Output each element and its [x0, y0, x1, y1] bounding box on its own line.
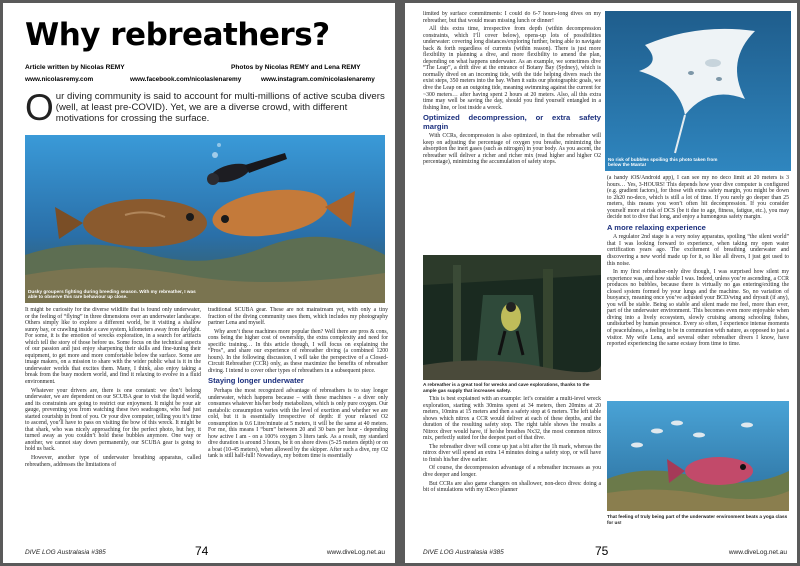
wreck-photo-caption: A rebreather is a great tool for wrecks and cave explorations, thanks to the ample gas supply that increases safety.: [423, 382, 590, 393]
body-paragraph: But CCRs are also game changers on shallower, non-deco dives: doing a bit of simulations with my iDeco planner: [423, 480, 601, 494]
body-paragraph: All this extra time, irrespective from depth (within decompression constraints, which I’ll cover below), opens-up lots of possibilities underwater: covering long distances/exploring further, being able to navigate back & forth regardless of currents (within reason). There is just more flexibility in planning a dive, and more flexibility to amend the plan, depending on what happens underwater. As an example, we sometimes dive “The Leap”, a drift dive at the entrance of Botany Bay (Sydney), which is normally dived on an incoming tide, with the tide helping divers reach the exist steps, 350 meters into the bay. When it suits our photographic goals, we dive the Leap on an outgoing tide, meaning swimming against the current for ~300 meters… after having spent 2 hours at 20 meters. Also, all this extra time may well be saving the day, should you find yourself entangled in a fishing line, or lost inside a wreck.: [423, 26, 601, 111]
page-number: 75: [595, 544, 609, 558]
body-paragraph: A regulator 2nd stage is a very noisy apparatus, spoiling “the silent world” that I was looking forward to experience, when taking my open water certification years ago. The excitement of breathing underwater and discovering a new world made up for it, so like all divers, I just got used to this noise.: [607, 234, 789, 267]
footer-magazine: DIVE LOG Australasia #385: [423, 549, 504, 556]
reef-fish-image: [607, 401, 789, 511]
section-heading: Staying longer underwater: [208, 376, 304, 386]
website-link[interactable]: www.nicolasremy.com: [25, 76, 94, 83]
manta-photo: [605, 11, 791, 171]
footer-magazine: DIVE LOG Australasia #385: [25, 549, 106, 556]
wreck-interior-image: [423, 255, 601, 380]
grouper-diver-image: [25, 135, 385, 303]
body-paragraph: limited by surface commitments: I could do 6-7 hours-long dives on my rebreather, but that would mean missing lunch or dinner!: [423, 11, 601, 24]
right-column-1-top: [423, 11, 601, 251]
right-page: [405, 3, 797, 563]
left-page: [3, 3, 395, 563]
manta-photo-caption: No risk of bubbles spoiling this photo taken from below the Manta!: [608, 156, 718, 168]
wreck-photo: [423, 255, 601, 380]
left-column-1: [25, 307, 201, 533]
footer-website[interactable]: www.diveLog.net.au: [728, 549, 787, 556]
body-paragraph: Whatever your drivers are, there is one constant: we don’t belong underwater, we are dependent on our SCUBA gear to visit the liquid world, and its constraints are going to restrict our enjoyment. It might be your air gauge, preventing you from watching these two seadragons, who had just started courtship in front of you. Or your dive computer, telling you it’s time to ascend, you’ll have to pass on visiting the bow of this wreck. It might be that shark, who was nicely approaching for the perfect photo, but hey, it turned away as you couldn’t hold these bubbles anymore. One way or another, we cannot stay down permanently, our SCUBA gear is going to hold us back.: [25, 387, 201, 453]
photo-credit: Photos by Nicolas REMY and Lena REMY: [231, 64, 361, 71]
author-credit: Article written by Nicolas REMY: [25, 64, 125, 71]
body-paragraph: (a handy iOS/Android app), I can see my no deco limit at 20 meters is 3 hours… Yes, 3-HOURS! This depends how your dive computer is configured (e.g. gradient factors), for those with extra safety margin, you might be down to 2h20 no-deco, which is still a lot of time. If you rarely go deeper than 25 meters, this means you won’t often hit decompression. If you consider yourself more at risk of DCS (be it due to age, fitness, fatigue, etc.), you may decide not to dive that long, and enjoy a humongous safety margin.: [607, 175, 789, 221]
grouper-photo: [25, 135, 385, 303]
body-paragraph: This is best explained with an example: let’s consider a multi-level wreck exploration, starting with 30mins spent at 34 meters, then 20mins at 20 meters, 10mins at 15 meters and then a safety stop at 6 meters. The left table shows which nitrox a CCR would deliver at each of these depths, and the duration of the resulting safety stop. The right table shows the results a Nitrox diver would have, if he/she breathes Nx32, the most common nitrox mix, perfectly suited for the deepest part of that dive.: [423, 396, 601, 442]
right-column-2: [607, 175, 789, 397]
body-paragraph: The rebreather diver will come up just a bit after the 1h mark, whereas the nitrox diver will spend an extra 14 minutes doing a safety stop, or will have to finish his/her dive earlier.: [423, 443, 601, 463]
body-paragraph: Of course, the decompression advantage of a rebreather increases as you dive deeper and longer.: [423, 465, 601, 479]
manta-ray-image: [605, 11, 791, 171]
body-paragraph: Why aren’t these machines more popular then? Well there are pros & cons, cons being the higher cost of ownership, the extra complexity and need for specific training… In this article though, I will focus on explaining the “Pros”, and share our experience of rebreather diving (a combined 1200 hours). In the following discussion, I will take the perspective of a Closed-Circuit Rebreather (CCR) only, as these maximize the benefits of rebreather diving. I intend to cover other types of rebreathers in a subsequent piece.: [208, 328, 388, 374]
body-paragraph: traditional SCUBA gear. These are not mainstream yet, with only a tiny fraction of the diving community uses them, which includes my photography partner Lena and myself.: [208, 307, 388, 327]
right-column-1-bottom: [423, 396, 601, 536]
section-heading: Optimized decompression, or extra safety margin: [423, 113, 601, 131]
body-paragraph: However, another type of underwater breathing apparatus, called rebreathers, addresses the limitations of: [25, 455, 201, 468]
left-column-2: [208, 307, 388, 533]
grouper-photo-caption: Dusky groupers fighting during breeding season. With my rebreather, I was able to observe this rare behaviour up close.: [28, 288, 196, 300]
body-paragraph: Perhaps the most recognized advantage of rebreathers is to stay longer underwater, which happens because – with these machines - a diver only consumes whatever his/her body metabolizes, which is only pure oxygen. Our metabolic consumption varies with the level of exertion and whether we are cold, but it is essentially irrespective of depth: if your relaxed O2 consumption is 0.6 Litre/minute at 5 meters, it will be the same at 40 meters. For me, this means I “burn” between 20 and 30 bars per hour - depending how active I am - on a 100% oxygen 3 liters tank. As a result, my standard dive duration is around 3 hours, be it on shore dives (5-25 meters depth) or on a boat (10-45 meters), when allowed by the skipper. After such a dive, my O2 tank is still half-full! Nowadays, my bottom time is essentially: [208, 387, 388, 460]
fish-photo-caption: That feeling of truly being part of the underwater environment beats a yoga class for us!: [607, 514, 788, 525]
fish-photo: [607, 401, 789, 511]
instagram-link[interactable]: www.instagram.com/nicolaslenaremy: [261, 76, 375, 83]
footer-website[interactable]: www.diveLog.net.au: [326, 549, 385, 556]
intro-paragraph: [25, 87, 387, 128]
body-paragraph: In my first rebreather-only dive though, I was surprised how silent my experience was, and how stable I was. Indeed, unless you’re ascending, a CCR produces no bubbles, because there is virtually no gas entering/exiting the closed system formed by your lungs and the machine. So, no variation of buoyancy, meaning once you’ve adjusted your BCD/wing and drysuit (if any), you will be stable. Being so stable and silent made me feel, more than ever, part of the underwater environment. This becomes even more enjoyable when diving into a lively ecosystem, slowly cruising among schooling fishes, undisturbed by human presence. Every so often, I experience intense moments of peacefulness, a feeling to be in communion with nature, as opposed to just a visitor. My wife Lena, and several other rebreather divers I know, have reported experiencing the same ecstasy from time to time.: [607, 269, 789, 348]
body-paragraph: It might be curiosity for the diverse wildlife that is found only underwater, or the feeling of “flying” in three dimensions over an underwater landscape. Others simply like to explore a different world, be it visiting a shallow sunny bay, or crawling inside a cave system, kilometers away from daylight. For some, it is the emotion of wrecks exploration, in a search for artifacts which tell the story of those before us. Some focus on the technical aspects of our passion and just enjoy sharpening their skills and fine-tuning their equipment, to get more and more comfortable below the surface. Some are image makers, on a mission to share with the wider public what is it in the underwater worlds that excites them. Many, I think, also enjoy taking a break from the busy modern world, and find it relaxing to evolve in a fluid environment.: [25, 307, 201, 386]
facebook-link[interactable]: www.facebook.com/nicolaslenaremy: [130, 76, 242, 83]
page-number: 74: [195, 544, 209, 558]
intro-text: ur diving community is said to account for multi-millions of active scuba divers (well, at least pre-COVID). Yet, we are a diverse crowd, with different motivations for crossing the surface.: [55, 91, 385, 125]
section-heading: A more relaxing experience: [607, 222, 706, 232]
article-title: Why rebreathers?: [25, 17, 330, 53]
body-paragraph: With CCRs, decompression is also optimized, in that the rebreather will keep on adjusting the percentage of oxygen you breathe, minimizing the absorption the inert gases (such as nitrogen) in your body. As you ascent, the rebreather will deliver a richer and richer mix (read higher and higher O2 percentage), minimizing the accumulation of safety stops.: [423, 133, 601, 166]
drop-cap: O: [25, 87, 54, 128]
